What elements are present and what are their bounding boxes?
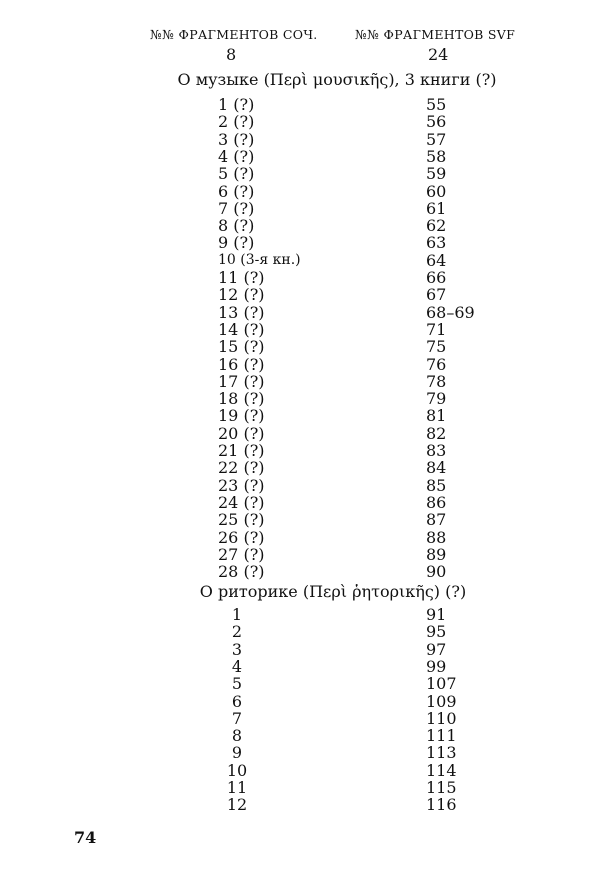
table-row	[0, 286, 600, 303]
fragment-number: 12 (?)	[218, 285, 265, 305]
svf-number: 75	[426, 337, 447, 357]
svf-number: 91	[426, 605, 447, 624]
fragment-number: 8 (?)	[218, 216, 255, 236]
fragment-number: 23 (?)	[218, 475, 265, 495]
table-row	[0, 744, 600, 761]
table-row	[0, 710, 600, 727]
fragment-number: 18 (?)	[218, 389, 265, 409]
section-title-music: О музыке (Περὶ μουσικῆς), 3 книги (?)	[177, 70, 497, 89]
svf-number: 66	[426, 268, 447, 287]
svf-number: 63	[426, 233, 447, 253]
table-row	[0, 46, 600, 63]
svf-number: 107	[426, 674, 457, 694]
fragment-number: 28 (?)	[218, 562, 265, 582]
fragment-number: 5 (?)	[218, 164, 255, 184]
svf-number: 109	[426, 691, 457, 711]
svf-number: 62	[426, 216, 447, 236]
table-row	[0, 623, 600, 640]
svf-number: 76	[426, 354, 447, 374]
svf-number: 82	[426, 423, 447, 443]
fragment-number: 2	[231, 622, 243, 642]
fragment-number: 4 (?)	[218, 146, 255, 166]
svf-number: 24	[428, 45, 449, 64]
fragment-number: 17 (?)	[218, 371, 265, 391]
table-row	[0, 529, 600, 546]
table-row	[0, 373, 600, 390]
fragment-number: 26 (?)	[218, 527, 265, 547]
svf-number: 86	[426, 492, 447, 512]
fragment-number: 3 (?)	[218, 129, 255, 149]
table-row	[0, 658, 600, 675]
fragment-number: 9	[231, 743, 243, 763]
fragment-number: 25 (?)	[218, 510, 265, 530]
table-row	[0, 442, 600, 459]
svf-number: 81	[426, 406, 447, 426]
table-row	[0, 425, 600, 442]
fragment-number: 7 (?)	[218, 198, 255, 218]
table-row	[0, 563, 600, 580]
svf-number: 88	[426, 527, 447, 547]
table-row	[0, 356, 600, 373]
table-row	[0, 148, 600, 165]
fragment-number: 2 (?)	[218, 112, 255, 132]
svf-number: 55	[426, 95, 447, 114]
fragment-number: 12	[226, 795, 248, 815]
table-row	[0, 727, 600, 744]
svf-number: 97	[426, 639, 447, 659]
table-row	[0, 407, 600, 424]
svf-number: 87	[426, 510, 447, 530]
table-row	[0, 796, 600, 813]
fragment-number: 11 (?)	[218, 268, 265, 287]
svf-number: 110	[426, 708, 457, 728]
table-row	[0, 269, 600, 286]
fragment-number: 20 (?)	[218, 423, 265, 443]
svf-number: 113	[426, 743, 457, 763]
fragment-number: 10 (3-я кн.)	[218, 251, 301, 268]
svf-number: 56	[426, 112, 447, 132]
svf-number: 68–69	[426, 302, 475, 322]
svf-number: 84	[426, 458, 447, 478]
table-row	[0, 779, 600, 796]
fragment-number: 8	[231, 726, 243, 746]
fragment-number: 8	[226, 45, 237, 64]
fragment-number: 6	[231, 691, 243, 711]
fragment-number: 1	[231, 605, 243, 624]
fragment-number: 14 (?)	[218, 319, 265, 339]
header-svf-fragments: №№ ФРАГМЕНТОВ SVF	[355, 27, 516, 42]
svf-number: 95	[426, 622, 447, 642]
svf-number: 114	[426, 760, 457, 780]
svf-number: 78	[426, 371, 447, 391]
fragment-number: 15 (?)	[218, 337, 265, 357]
table-row	[0, 477, 600, 494]
table-row	[0, 641, 600, 658]
svf-number: 57	[426, 129, 447, 149]
fragment-number: 1 (?)	[218, 95, 255, 114]
fragment-number: 19 (?)	[218, 406, 265, 426]
page-number: 74	[74, 828, 97, 847]
fragment-number: 7	[231, 708, 243, 728]
svf-number: 116	[426, 795, 457, 815]
svf-number: 67	[426, 285, 447, 305]
table-row	[0, 113, 600, 130]
column-headers	[0, 27, 600, 45]
fragment-number: 24 (?)	[218, 492, 265, 512]
fragment-number: 11	[226, 778, 248, 797]
fragment-number: 22 (?)	[218, 458, 265, 478]
table-row	[0, 693, 600, 710]
table-row	[0, 390, 600, 407]
fragment-number: 16 (?)	[218, 354, 265, 374]
svf-number: 71	[426, 319, 447, 339]
table-row	[0, 494, 600, 511]
fragment-number: 27 (?)	[218, 544, 265, 564]
svf-number: 89	[426, 544, 447, 564]
table-row	[0, 338, 600, 355]
svf-number: 83	[426, 441, 447, 460]
svf-number: 79	[426, 389, 447, 409]
svf-number: 58	[426, 146, 447, 166]
table-row	[0, 459, 600, 476]
fragment-number: 13 (?)	[218, 302, 265, 322]
fragment-number: 4	[231, 656, 243, 676]
svf-number: 115	[426, 778, 457, 797]
table-row	[0, 200, 600, 217]
table-row	[0, 165, 600, 182]
svf-number: 61	[426, 198, 447, 218]
table-row	[0, 183, 600, 200]
svf-number: 85	[426, 475, 447, 495]
table-row	[0, 546, 600, 563]
svf-number: 111	[426, 726, 457, 746]
table-row	[0, 96, 600, 113]
table-row	[0, 675, 600, 692]
svf-number: 60	[426, 181, 447, 201]
fragment-number: 6 (?)	[218, 181, 255, 201]
fragment-number: 9 (?)	[218, 233, 255, 253]
table-row	[0, 252, 600, 269]
table-row	[0, 511, 600, 528]
fragment-number: 10	[226, 760, 248, 780]
table-row	[0, 217, 600, 234]
fragment-number: 21 (?)	[218, 441, 265, 460]
table-row	[0, 304, 600, 321]
table-row	[0, 321, 600, 338]
svf-number: 59	[426, 164, 447, 184]
fragment-number: 3	[231, 639, 243, 659]
table-row	[0, 131, 600, 148]
table-row	[0, 762, 600, 779]
section-title-rhetoric: О риторике (Περὶ ῥητορικῆς) (?)	[199, 582, 467, 601]
table-row	[0, 234, 600, 251]
svf-number: 90	[426, 562, 447, 582]
svf-number: 64	[426, 250, 447, 270]
header-works-fragments: №№ ФРАГМЕНТОВ СОЧ.	[150, 27, 318, 42]
fragment-number: 5	[231, 674, 243, 694]
svf-number: 99	[426, 656, 447, 676]
table-row	[0, 606, 600, 623]
